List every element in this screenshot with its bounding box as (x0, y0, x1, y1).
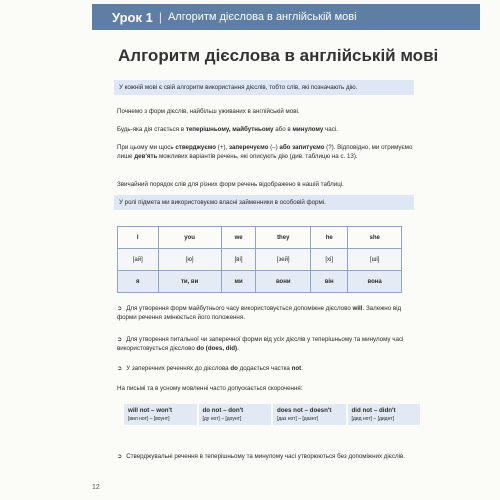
pronoun-cell: you (158, 227, 221, 249)
translation-cell: вона (348, 271, 402, 293)
contractions-table (122, 402, 422, 427)
bullet-do: ➲ Для утворення питальної чи заперечної форми від усіх дієслів у теперішньому та минулому часі використовується дієслово do (does, did). (117, 336, 404, 352)
pronoun-row-english (118, 227, 402, 249)
translation-cell: він (311, 271, 348, 293)
arrow-bullet-icon: ➲ (117, 305, 123, 312)
intro-note: У кожній мові є свій алгоритм використання дієслів, тобто слів, які позначають дію. (114, 80, 414, 95)
transcription-cell: [ві] (221, 249, 256, 271)
pronoun-cell: they (256, 227, 311, 249)
translation-cell: ти, ви (158, 271, 221, 293)
arrow-bullet-icon: ➲ (117, 453, 123, 460)
bullet-affirmative: ➲ Стверджувальні речення в теперішньому та минулому часі утворюються без допоміжних дієслів. (117, 453, 405, 460)
contraction-cell: does not – doesn't [даз нот] – [дазнт] (272, 403, 347, 426)
contraction-cell: do not – don't [ду нот] – [доунт] (198, 403, 273, 426)
transcription-cell: [ю] (158, 249, 221, 271)
pronoun-cell: we (221, 227, 256, 249)
contraction-cell: did not – didn't [дид нот] – [диднт] (347, 403, 422, 426)
pronoun-row-transcription (118, 249, 402, 271)
pronoun-table (117, 226, 402, 293)
translation-cell: ми (221, 271, 256, 293)
header-separator: | (158, 10, 162, 24)
translation-cell: я (118, 271, 159, 293)
arrow-bullet-icon: ➲ (117, 365, 123, 372)
contraction-cell: will not – won't [вил нот] – [воунт] (123, 403, 198, 426)
paragraph-forms: Почнемо з форм дієслів, найбільш уживаних в англійській мові. (117, 108, 300, 115)
page-title: Алгоритм дієслова в англійській мові (118, 46, 439, 65)
bullet-not: ➲ У заперечних реченнях до дієслова do додається частка not. (117, 365, 303, 372)
pronoun-row-ukrainian (118, 271, 402, 293)
paragraph-word-order: Звичайний порядок слів для різних форм речень відображено в нашій таблиці. (117, 181, 344, 188)
transcription-cell: [ай] (118, 249, 159, 271)
page-number: 12 (92, 484, 100, 491)
paragraph-contractions: На письмі та в усному мовленні часто допускається скорочення: (117, 385, 303, 392)
pronoun-note: У ролі підмета ми використовуємо власні займенники в особовій формі. (114, 195, 414, 210)
arrow-bullet-icon: ➲ (117, 336, 123, 343)
transcription-cell: [хі] (311, 249, 348, 271)
paragraph-tenses: Будь-яка дія стається в теперішньому, майбутньому або в минулому часі. (117, 126, 338, 133)
bullet-will: ➲ Для утворення форм майбутнього часу використовується допоміжне дієслово will. Залежно від форми речення змінюється його положення. (117, 305, 402, 321)
transcription-cell: [ші] (348, 249, 402, 271)
translation-cell: вони (256, 271, 311, 293)
pronoun-cell: she (348, 227, 402, 249)
pronoun-cell: he (311, 227, 348, 249)
paragraph-sentence-types: При цьому ми щось стверджуємо (+), заперечуємо (–) або запитуємо (?). Відповідно, ми отримуємо лише дев'ять можливих варіантів речень, які описують дію (див. таблицю на с. 13). (117, 144, 413, 160)
lesson-number: Урок 1 (112, 9, 153, 25)
header-title: Алгоритм дієслова в англійській мові (167, 11, 357, 23)
pronoun-cell: I (118, 227, 159, 249)
lesson-header-bar (92, 4, 480, 30)
transcription-cell: [зей] (256, 249, 311, 271)
